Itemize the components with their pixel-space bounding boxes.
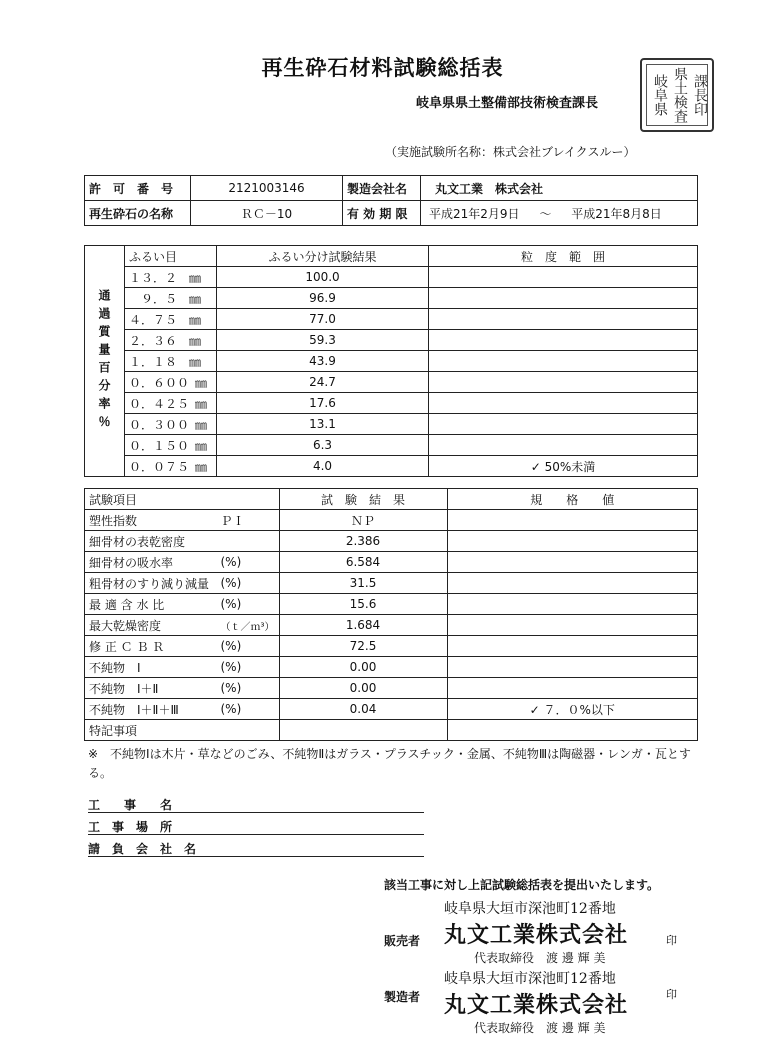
document-title: 再生砕石材料試験総括表 [261, 56, 504, 80]
seller-seal-mark: 印 [666, 934, 677, 947]
manufacturer-value: 丸文工業 株式会社 [421, 176, 698, 201]
validity-label: 有 効 期 限 [343, 201, 421, 226]
test-item: 不純物 Ⅰ＋Ⅱ＋Ⅲ [85, 699, 217, 720]
sieve-size: ４．７５ ㎜ [125, 309, 217, 330]
manufacturer-label: 製造会社名 [343, 176, 421, 201]
valid-to: 平成21年8月8日 [571, 206, 662, 221]
tests-table [84, 488, 698, 741]
test-item: 塑性指数 [85, 510, 217, 531]
sieve-size: ０．３００ ㎜ [125, 414, 217, 435]
sieve-size: ０．０７５ ㎜ [125, 456, 217, 477]
sieve-size: ０．１５０ ㎜ [125, 435, 217, 456]
test-row [85, 531, 698, 552]
test-row [85, 594, 698, 615]
material-row [85, 201, 698, 226]
test-item: 最大乾燥密度 [85, 615, 217, 636]
sieve-row [85, 330, 698, 351]
sieve-result: 59.3 [217, 330, 429, 351]
test-row [85, 657, 698, 678]
maker-seal-mark: 印 [666, 988, 677, 1001]
impurity-note: ※ 不純物Ⅰは木片・草などのごみ、不純物Ⅱはガラス・プラスチック・金属、不純物Ⅲは陶磁器・レンガ・瓦とする。 [88, 747, 691, 780]
sieve-size: １３．２ ㎜ [125, 267, 217, 288]
sieve-range [429, 372, 698, 393]
seller-role: 販売者 [384, 934, 421, 948]
test-row [85, 552, 698, 573]
sieve-result: 43.9 [217, 351, 429, 372]
test-spec [447, 594, 697, 615]
sieve-result: 100.0 [217, 267, 429, 288]
sieve-size: ０．６００ ㎜ [125, 372, 217, 393]
sieve-range [429, 435, 698, 456]
permit-value: 2121003146 [191, 176, 343, 201]
test-spec [447, 552, 697, 573]
sieve-col-result: ふるい分け試験結果 [217, 246, 429, 267]
contractor-line [88, 856, 424, 857]
contractor-label: 請 負 会 社 名 [88, 842, 197, 856]
test-result: 6.584 [279, 552, 447, 573]
test-result: 2.386 [279, 531, 447, 552]
test-spec [447, 636, 697, 657]
sieve-size: ０．４２５ ㎜ [125, 393, 217, 414]
work-place-line [88, 834, 424, 835]
test-spec [447, 510, 697, 531]
tests-col-result: 試 験 結 果 [279, 489, 447, 510]
test-row [85, 615, 698, 636]
test-result: 15.6 [279, 594, 447, 615]
official-seal [640, 58, 714, 132]
test-result: 72.5 [279, 636, 447, 657]
sieve-table [84, 245, 698, 477]
test-spec [447, 657, 697, 678]
work-name-label: 工 事 名 [88, 798, 173, 812]
validity-value [421, 201, 698, 226]
test-unit: ＰＩ [217, 510, 280, 531]
seller-company: 丸文工業株式会社 [444, 922, 629, 948]
sieve-col-sieve: ふるい目 [125, 246, 217, 267]
sieve-range [429, 393, 698, 414]
maker-rep: 代表取締役 渡 邊 輝 美 [474, 1021, 606, 1035]
test-item: 細骨材の表乾密度 [85, 531, 217, 552]
sieve-row [85, 372, 698, 393]
test-unit: (%) [217, 552, 280, 573]
sieve-size: ９．５ ㎜ [125, 288, 217, 309]
sieve-range [429, 414, 698, 435]
test-item: 修 正 Ｃ Ｂ Ｒ [85, 636, 217, 657]
sieve-size: ２．３６ ㎜ [125, 330, 217, 351]
test-row [85, 636, 698, 657]
test-row [85, 678, 698, 699]
test-spec: ✓ ７．０%以下 [447, 699, 697, 720]
sieve-result: 6.3 [217, 435, 429, 456]
test-item: 不純物 Ⅰ [85, 657, 217, 678]
sieve-range [429, 309, 698, 330]
test-unit: (%) [217, 678, 280, 699]
test-item: 細骨材の吸水率 [85, 552, 217, 573]
sieve-row [85, 393, 698, 414]
sieve-result: 96.9 [217, 288, 429, 309]
test-spec [447, 678, 697, 699]
work-name-line [88, 812, 424, 813]
test-row [85, 510, 698, 531]
maker-stamp [444, 968, 628, 1036]
material-value: ＲＣ－10 [191, 201, 343, 226]
test-item: 粗骨材のすり減り減量 [85, 573, 217, 594]
tests-col-item: 試験項目 [85, 489, 280, 510]
tests-col-spec: 規 格 値 [447, 489, 697, 510]
test-unit [217, 531, 280, 552]
sieve-result: 77.0 [217, 309, 429, 330]
sieve-range [429, 288, 698, 309]
sieve-row [85, 414, 698, 435]
test-unit: (%) [217, 573, 280, 594]
test-spec [447, 573, 697, 594]
test-result: 31.5 [279, 573, 447, 594]
seller-address: 岐阜県大垣市深池町12番地 [444, 901, 616, 917]
sieve-row [85, 435, 698, 456]
material-label: 再生砕石の名称 [85, 201, 191, 226]
sieve-range: ✓ 50%未満 [429, 456, 698, 477]
sieve-side-label: 通過質量百分率％ [85, 246, 125, 477]
sieve-size: １．１８ ㎜ [125, 351, 217, 372]
maker-role: 製造者 [384, 990, 421, 1004]
test-item: 不純物 Ⅰ＋Ⅱ [85, 678, 217, 699]
test-result: 0.04 [279, 699, 447, 720]
sieve-range [429, 267, 698, 288]
test-result: 1.684 [279, 615, 447, 636]
test-spec [447, 531, 697, 552]
valid-from: 平成21年2月9日 [429, 206, 520, 221]
sieve-range [429, 330, 698, 351]
test-unit: (%) [217, 657, 280, 678]
sieve-result: 24.7 [217, 372, 429, 393]
test-unit [217, 720, 280, 741]
test-unit: （ｔ／ｍ³） [217, 615, 280, 636]
testing-lab: （実施試験所名称：株式会社ブレイクスルー） [385, 145, 636, 159]
sieve-row [85, 351, 698, 372]
official-seal-graphic [646, 64, 708, 126]
test-unit: (%) [217, 594, 280, 615]
sieve-row [85, 288, 698, 309]
seal-text-2: 県土検査 [672, 67, 688, 123]
work-place-label: 工 事 場 所 [88, 820, 173, 834]
test-item: 特記事項 [85, 720, 217, 741]
seller-stamp [444, 898, 628, 966]
test-unit: (%) [217, 699, 280, 720]
test-spec [447, 720, 697, 741]
sieve-row [85, 309, 698, 330]
submission-statement: 該当工事に対し上記試験総括表を提出いたします。 [384, 878, 660, 892]
sieve-range [429, 351, 698, 372]
maker-address: 岐阜県大垣市深池町12番地 [444, 971, 616, 987]
test-spec [447, 615, 697, 636]
tests-header-row [85, 489, 698, 510]
test-result: 0.00 [279, 678, 447, 699]
sieve-result: 4.0 [217, 456, 429, 477]
seal-text-1: 岐阜県 [652, 74, 668, 116]
sieve-row [85, 267, 698, 288]
test-row [85, 573, 698, 594]
sieve-header-row [85, 246, 698, 267]
permit-label: 許 可 番 号 [85, 176, 191, 201]
test-row [85, 699, 698, 720]
sieve-result: 17.6 [217, 393, 429, 414]
test-result: ＮＰ [279, 510, 447, 531]
test-result: 0.00 [279, 657, 447, 678]
sieve-result: 13.1 [217, 414, 429, 435]
header-info-table [84, 175, 698, 226]
seal-text-3: 課長印 [692, 74, 708, 116]
maker-company: 丸文工業株式会社 [444, 992, 629, 1018]
test-row [85, 720, 698, 741]
seller-rep: 代表取締役 渡 邊 輝 美 [474, 951, 606, 965]
valid-separator: ～ [539, 206, 552, 221]
permit-row [85, 176, 698, 201]
sieve-col-range: 粒 度 範 囲 [429, 246, 698, 267]
sieve-row [85, 456, 698, 477]
issuer: 岐阜県県土整備部技術検査課長 [416, 96, 599, 111]
test-unit: (%) [217, 636, 280, 657]
test-result [279, 720, 447, 741]
test-item: 最 適 含 水 比 [85, 594, 217, 615]
